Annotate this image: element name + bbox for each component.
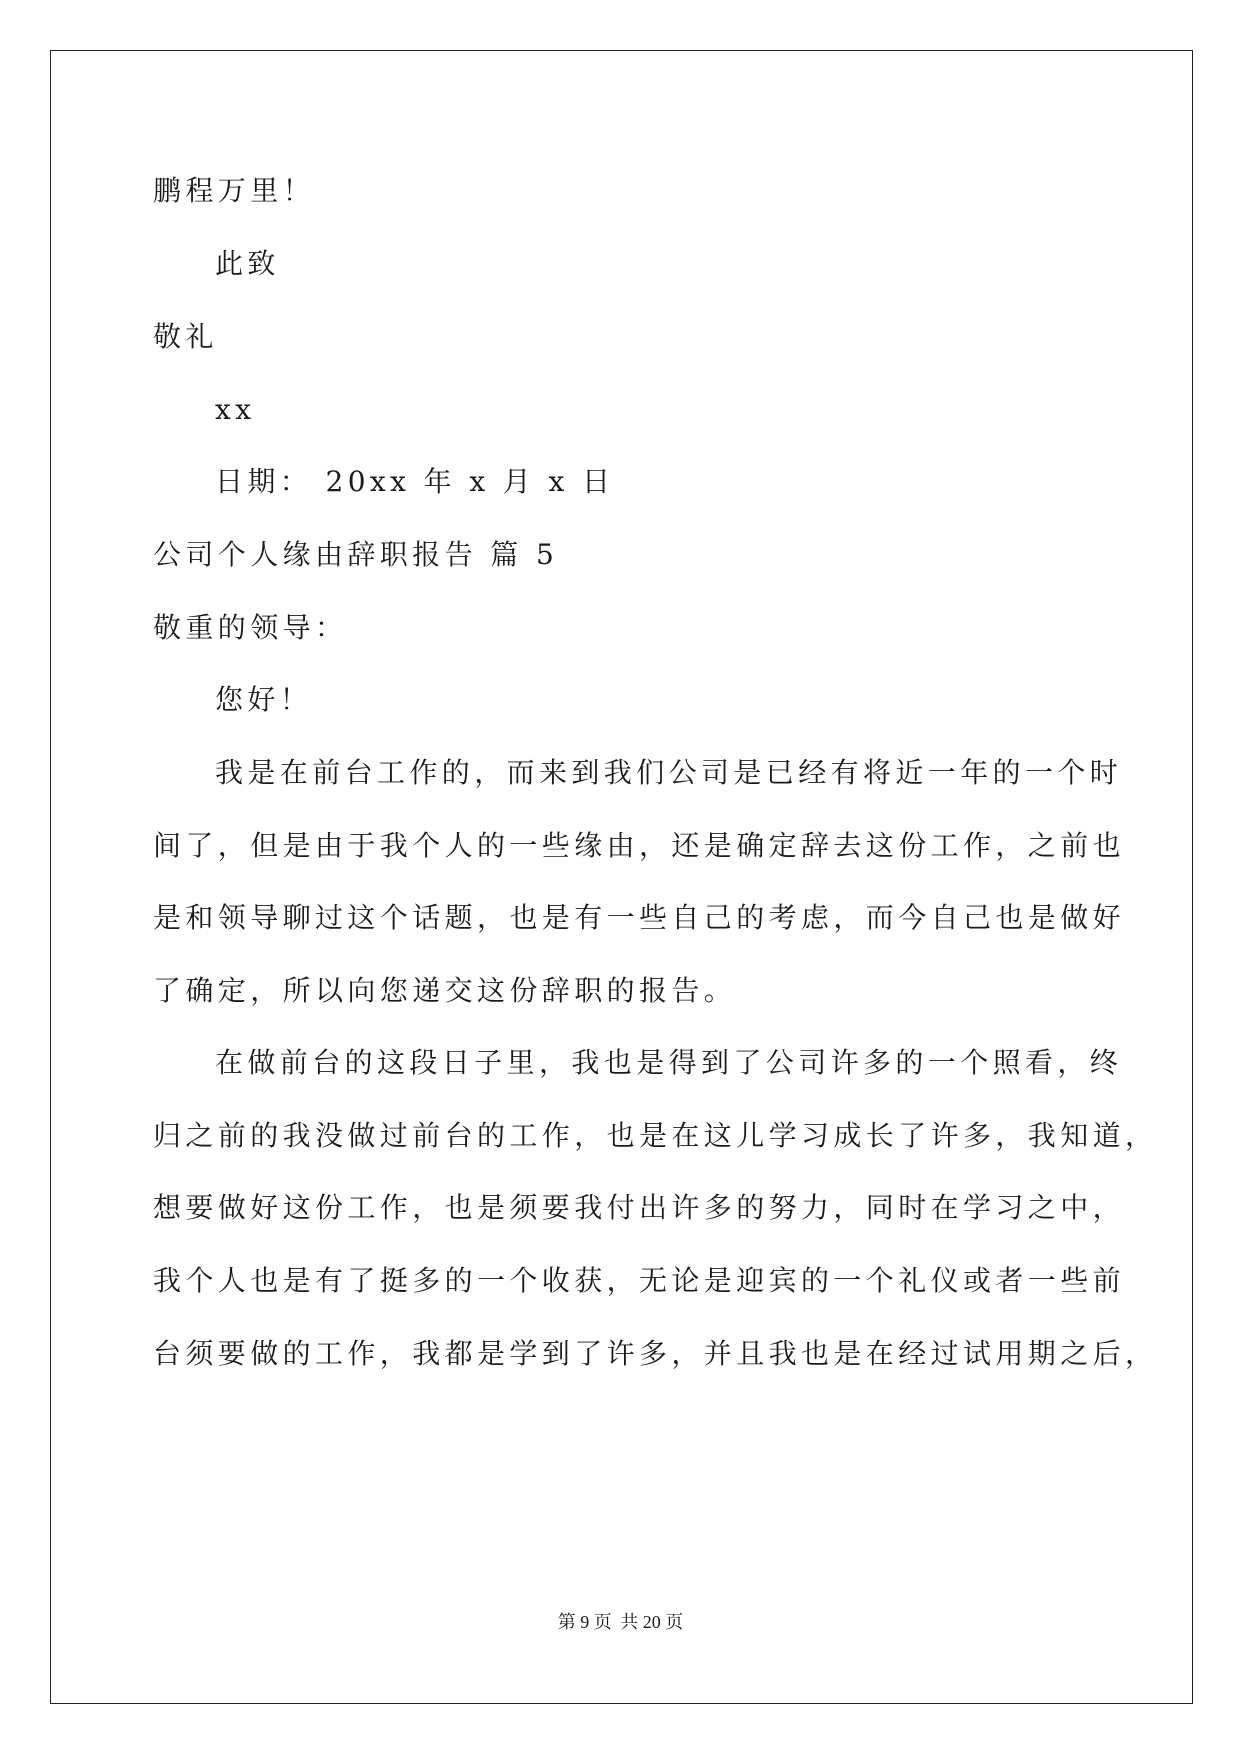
paragraph-line: 是和领导聊过这个话题，也是有一些自己的考虑，而今自己也是做好 — [153, 901, 1126, 934]
paragraph-line: 间了，但是由于我个人的一些缘由，还是确定辞去这份工作，之前也 — [153, 829, 1126, 862]
paragraph-line: 想要做好这份工作，也是须要我付出许多的努力，同时在学习之中， — [153, 1191, 1126, 1224]
paragraph-line: 了确定，所以向您递交这份辞职的报告。 — [153, 974, 737, 1007]
page-footer — [0, 1610, 1241, 1634]
page-number: 第 9 页 — [557, 1612, 612, 1632]
paragraph-line: 归之前的我没做过前台的工作，也是在这儿学习成长了许多，我知道， — [153, 1119, 1158, 1152]
salutation-respect: 敬礼 — [153, 320, 218, 353]
paragraph-line: 我个人也是有了挺多的一个收获，无论是迎宾的一个礼仪或者一些前 — [153, 1264, 1126, 1297]
page-border — [50, 50, 1193, 1704]
letter-greeting: 您好！ — [215, 683, 313, 716]
section-heading: 公司个人缘由辞职报告 篇 5 — [153, 538, 559, 571]
closing-wish: 鹏程万里！ — [153, 174, 316, 207]
paragraph-line: 我是在前台工作的，而来到我们公司是已经有将近一年的一个时 — [215, 756, 1123, 789]
signature-date: 日期： 20xx 年 x 月 x 日 — [215, 465, 615, 498]
signature-name: xx — [215, 393, 256, 426]
letter-addressee: 敬重的领导： — [153, 611, 348, 644]
page-total: 共 20 页 — [620, 1612, 684, 1632]
paragraph-line: 在做前台的这段日子里，我也是得到了公司许多的一个照看，终 — [215, 1046, 1123, 1079]
salutation-closing: 此致 — [215, 247, 280, 280]
paragraph-line: 台须要做的工作，我都是学到了许多，并且我也是在经过试用期之后， — [153, 1337, 1158, 1370]
